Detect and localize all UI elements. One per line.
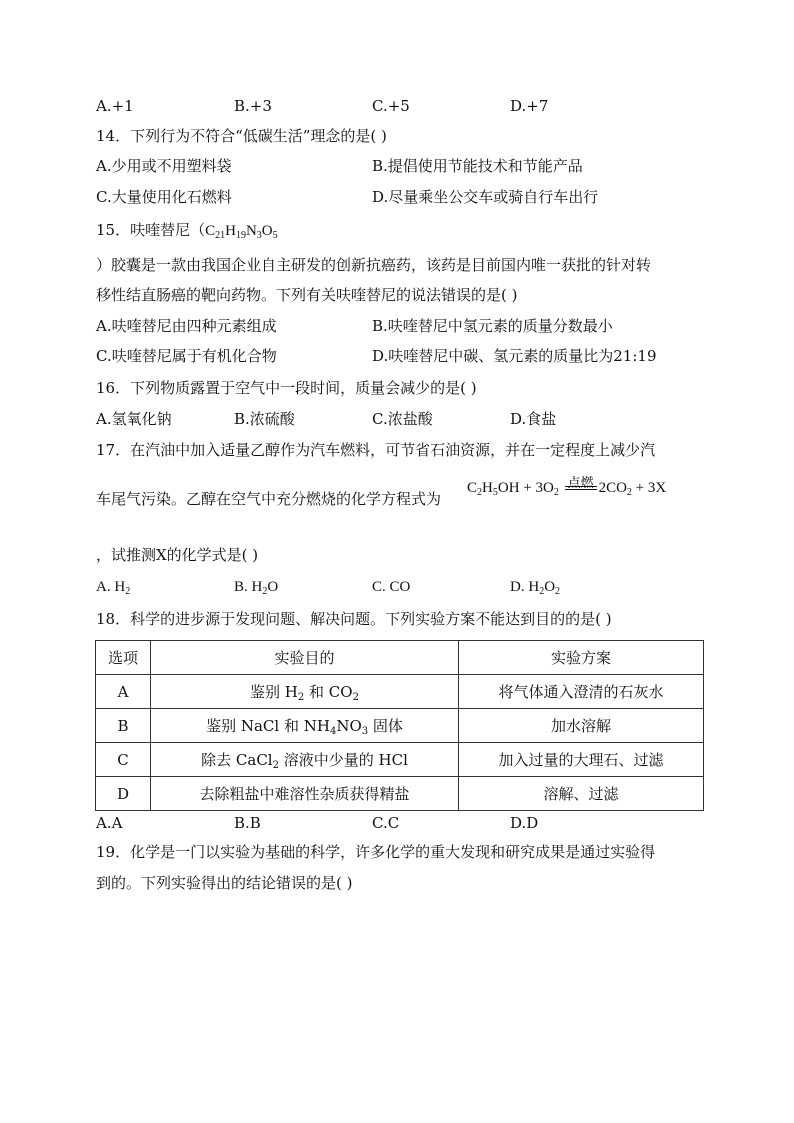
q16-option-d: D.食盐 — [510, 410, 557, 428]
header-plan: 实验方案 — [459, 641, 704, 675]
q14-option-c: C.大量使用化石燃料 — [96, 188, 232, 206]
row-option: D — [96, 777, 151, 811]
experiment-table — [95, 640, 704, 811]
q17-option-b: B. $H_2O$ — [234, 579, 279, 597]
q18-option-d: D.D — [510, 814, 539, 832]
q13-option-d: D.+7 — [510, 97, 549, 115]
header-option: 选项 — [96, 641, 151, 675]
q15-formula: $C_{21}H_{19}N_3O_5$ — [205, 223, 278, 241]
q19-line-1: 19．化学是一门以实验为基础的科学，许多化学的重大发现和研究成果是通过实验得 — [96, 843, 656, 861]
q14-option-b: B.提倡使用节能技术和节能产品 — [372, 157, 583, 175]
q15-option-c: C.呋喹替尼属于有机化合物 — [96, 347, 277, 365]
q17-line-1: 17．在汽油中加入适量乙醇作为汽车燃料，可节省石油资源，并在一定程度上减少汽 — [96, 441, 656, 459]
q13-option-b: B.+3 — [234, 97, 272, 115]
row-plan: 加入过量的大理石、过滤 — [459, 743, 704, 777]
row-goal: 鉴别 $H_2$ 和 $CO_2$ — [151, 675, 459, 709]
combustion-equation: $C_2H_5OH + 3O_2$ 点燃 $2CO_2 + 3X$ — [467, 476, 667, 498]
row-option: B — [96, 709, 151, 743]
q17-option-a: A. $H_2$ — [96, 579, 131, 597]
q13-option-c: C.+5 — [372, 97, 410, 115]
q18-option-b: B.B — [234, 814, 261, 832]
table-header-row — [96, 641, 704, 675]
table-row — [96, 675, 704, 709]
row-plan: 加水溶解 — [459, 709, 704, 743]
row-goal: 鉴别 NaCl 和 $NH_4NO_3$ 固体 — [151, 709, 459, 743]
q16-stem: 16．下列物质露置于空气中一段时间，质量会减少的是( ) — [96, 379, 477, 397]
q15-option-d: D.呋喹替尼中碳、氢元素的质量比为21:19 — [372, 347, 657, 365]
table-row — [96, 709, 704, 743]
q15-stem — [96, 220, 278, 241]
q15-line-3: 移性结直肠癌的靶向药物。下列有关呋喹替尼的说法错误的是( ) — [96, 286, 518, 304]
q17-option-c: C. CO — [372, 579, 411, 595]
row-plan: 溶解、过滤 — [459, 777, 704, 811]
q18-option-a: A.A — [96, 814, 123, 832]
q14-option-d: D.尽量乘坐公交车或骑自行车出行 — [372, 188, 599, 206]
q19-line-2: 到的。下列实验得出的结论错误的是( ) — [96, 874, 353, 892]
row-goal: 除去 CaCl$_2$ 溶液中少量的 HCl — [151, 743, 459, 777]
q16-option-c: C.浓盐酸 — [372, 410, 433, 428]
q15-stem-prefix: 15．呋喹替尼（ — [96, 221, 206, 239]
row-plan: 将气体通入澄清的石灰水 — [459, 675, 704, 709]
table-row — [96, 743, 704, 777]
header-goal: 实验目的 — [151, 641, 459, 675]
row-goal: 去除粗盐中难溶性杂质获得精盐 — [151, 777, 459, 811]
q17-line-2: 车尾气污染。乙醇在空气中充分燃烧的化学方程式为 — [96, 490, 442, 508]
q14-stem: 14．下列行为不符合“低碳生活”理念的是( ) — [96, 127, 387, 145]
q14-option-a: A.少用或不用塑料袋 — [96, 157, 232, 175]
q13-option-a: A.+1 — [96, 97, 134, 115]
table-row — [96, 777, 704, 811]
q18-stem: 18．科学的进步源于发现问题、解决问题。下列实验方案不能达到目的的是( ) — [96, 610, 612, 628]
row-option: A — [96, 675, 151, 709]
q18-option-c: C.C — [372, 814, 400, 832]
q15-option-b: B.呋喹替尼中氢元素的质量分数最小 — [372, 317, 613, 335]
q17-option-d: D. $H_2O_2$ — [510, 579, 561, 597]
q15-line-2: ）胶囊是一款由我国企业自主研发的创新抗癌药，该药是目前国内唯一获批的针对转 — [96, 256, 652, 274]
q16-option-a: A.氢氧化钠 — [96, 410, 172, 428]
row-option: C — [96, 743, 151, 777]
q15-option-a: A.呋喹替尼由四种元素组成 — [96, 317, 277, 335]
q16-option-b: B.浓硫酸 — [234, 410, 295, 428]
q17-line-3: ，试推测X的化学式是( ) — [96, 546, 259, 564]
